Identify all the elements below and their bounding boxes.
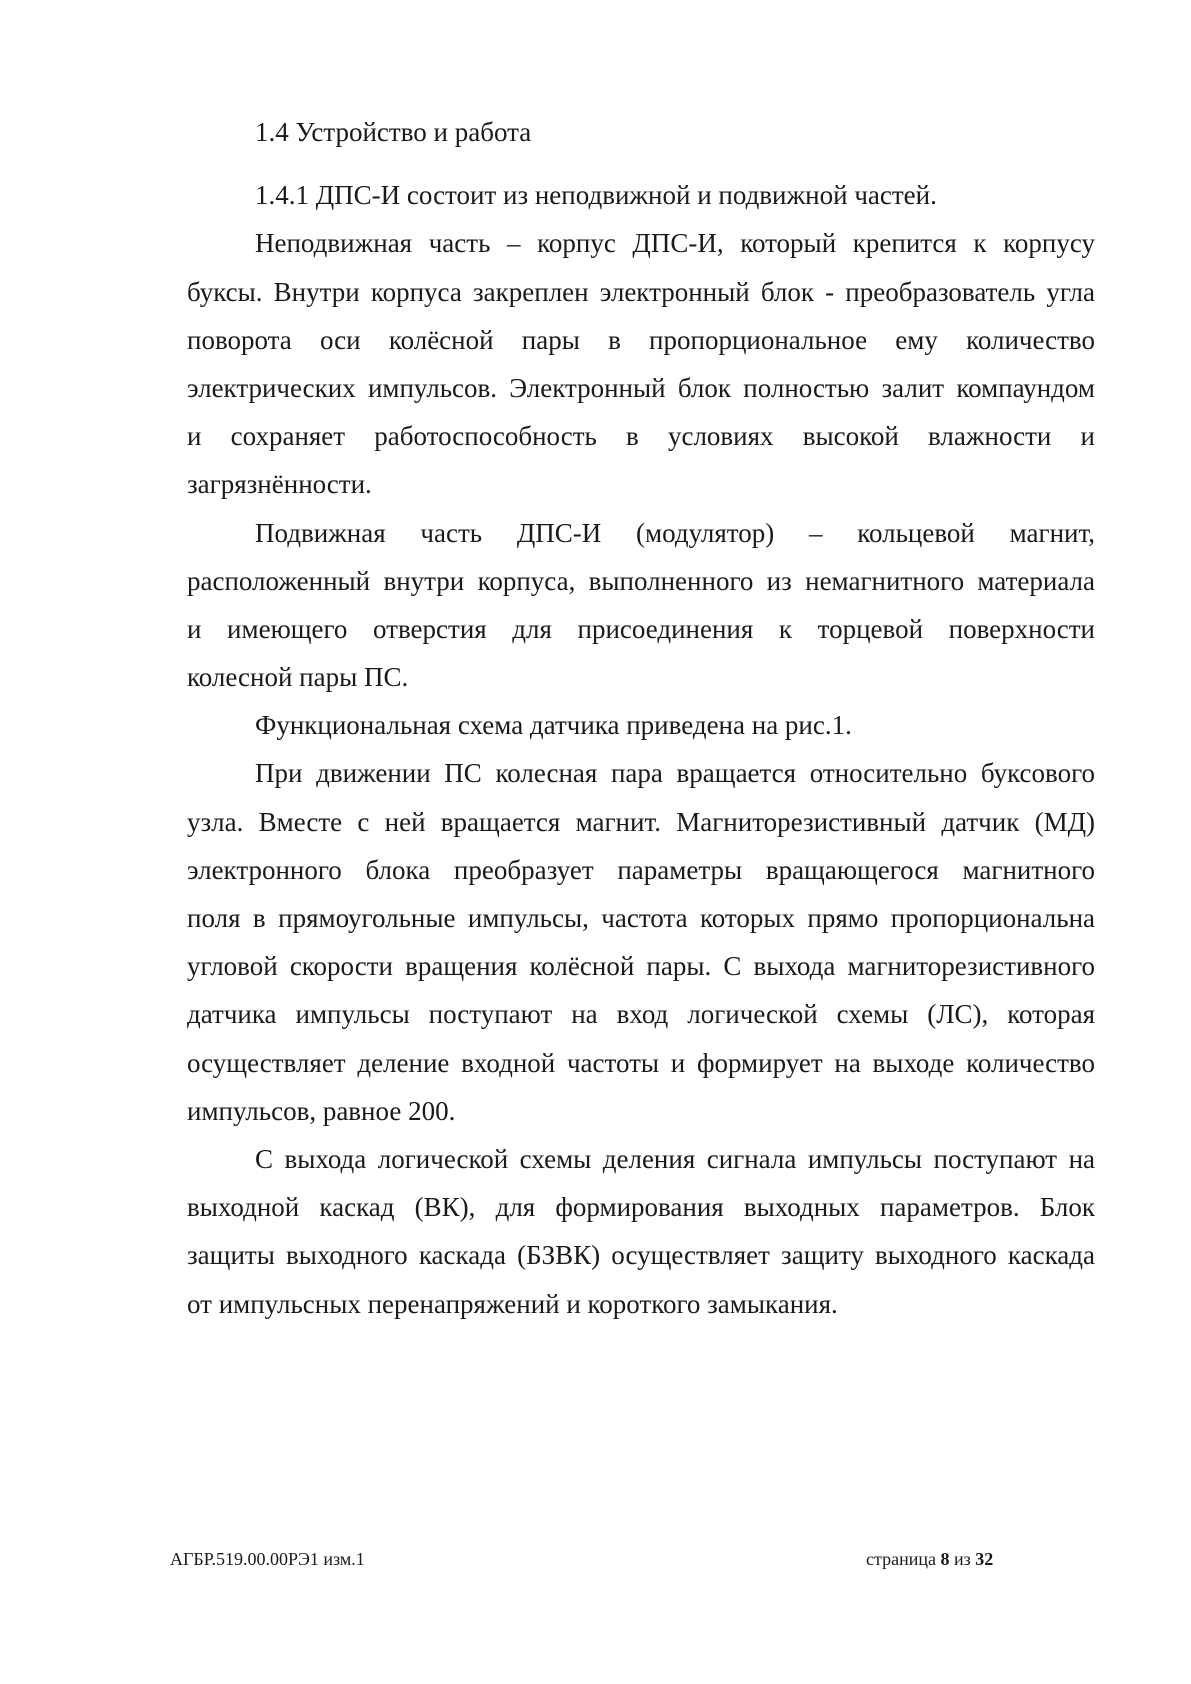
paragraph-line: выходной каскад (ВК), для формирования выходных параметров. Блок <box>187 1192 1095 1223</box>
paragraph-line: электронного блока преобразует параметры вращающегося магнитного <box>187 854 1095 885</box>
paragraph-line: датчика импульсы поступают на вход логической схемы (ЛС), которая <box>187 999 1095 1030</box>
page-current: 8 <box>940 1549 950 1569</box>
paragraph-line: импульсов, равное 200. <box>187 1095 456 1126</box>
paragraph-line: осуществляет деление входной частоты и формирует на выходе количество <box>187 1047 1095 1078</box>
paragraph-line: При движении ПС колесная пара вращается относительно буксового <box>255 758 1095 789</box>
paragraph-line: от импульсных перенапряжений и короткого замыкания. <box>187 1288 838 1319</box>
paragraph-line: расположенный внутри корпуса, выполненного из немагнитного материала <box>187 565 1095 596</box>
document-body <box>187 108 1095 1328</box>
page-word: страница <box>866 1549 936 1569</box>
paragraph <box>187 509 1095 702</box>
footer-doc-code: АГБР.519.00.00РЭ1 изм.1 <box>170 1549 365 1569</box>
paragraph-line: Неподвижная часть – корпус ДПС-И, который крепится к корпусу <box>255 228 1095 259</box>
paragraph <box>187 701 1095 749</box>
paragraph-line: поворота оси колёсной пары в пропорциональное ему количество <box>187 324 1095 355</box>
section-heading: 1.4 Устройство и работа <box>255 117 532 147</box>
paragraph-line: Подвижная часть ДПС-И (модулятор) – кольцевой магнит, <box>255 517 1095 548</box>
paragraph-line: поля в прямоугольные импульсы, частота которых прямо пропорциональна <box>187 903 1095 933</box>
paragraph-line: колесной пары ПС. <box>187 662 409 693</box>
paragraph <box>187 219 1095 508</box>
paragraph-line: электрических импульсов. Электронный блок полностью залит компаундом <box>187 372 1095 403</box>
paragraph-line: загрязнённости. <box>187 469 372 500</box>
paragraph-line: буксы. Внутри корпуса закреплен электронный блок - преобразователь угла <box>187 276 1095 307</box>
subsection-heading: 1.4.1 ДПС-И состоит из неподвижной и подвижной частей. <box>255 180 937 211</box>
paragraph-line: С выхода логической схемы деления сигнала импульсы поступают на <box>255 1143 1095 1174</box>
paragraph-line: узла. Вместе с ней вращается магнит. Магниторезистивный датчик (МД) <box>187 806 1095 837</box>
paragraph-line: Функциональная схема датчика приведена на рис.1. <box>255 710 852 741</box>
paragraph-line: и имеющего отверстия для присоединения к торцевой поверхности <box>187 613 1095 644</box>
paragraph <box>187 1135 1095 1328</box>
paragraph-line: защиты выходного каскада (БЗВК) осуществляет защиту выходного каскада <box>187 1240 1095 1271</box>
page-total: 32 <box>975 1549 994 1569</box>
page-of: из <box>953 1549 971 1569</box>
paragraph-line: и сохраняет работоспособность в условиях высокой влажности и <box>187 421 1095 452</box>
paragraph <box>187 749 1095 1135</box>
paragraph-line: угловой скорости вращения колёсной пары. С выхода магниторезистивного <box>187 951 1095 982</box>
footer-page-number <box>866 1547 993 1571</box>
